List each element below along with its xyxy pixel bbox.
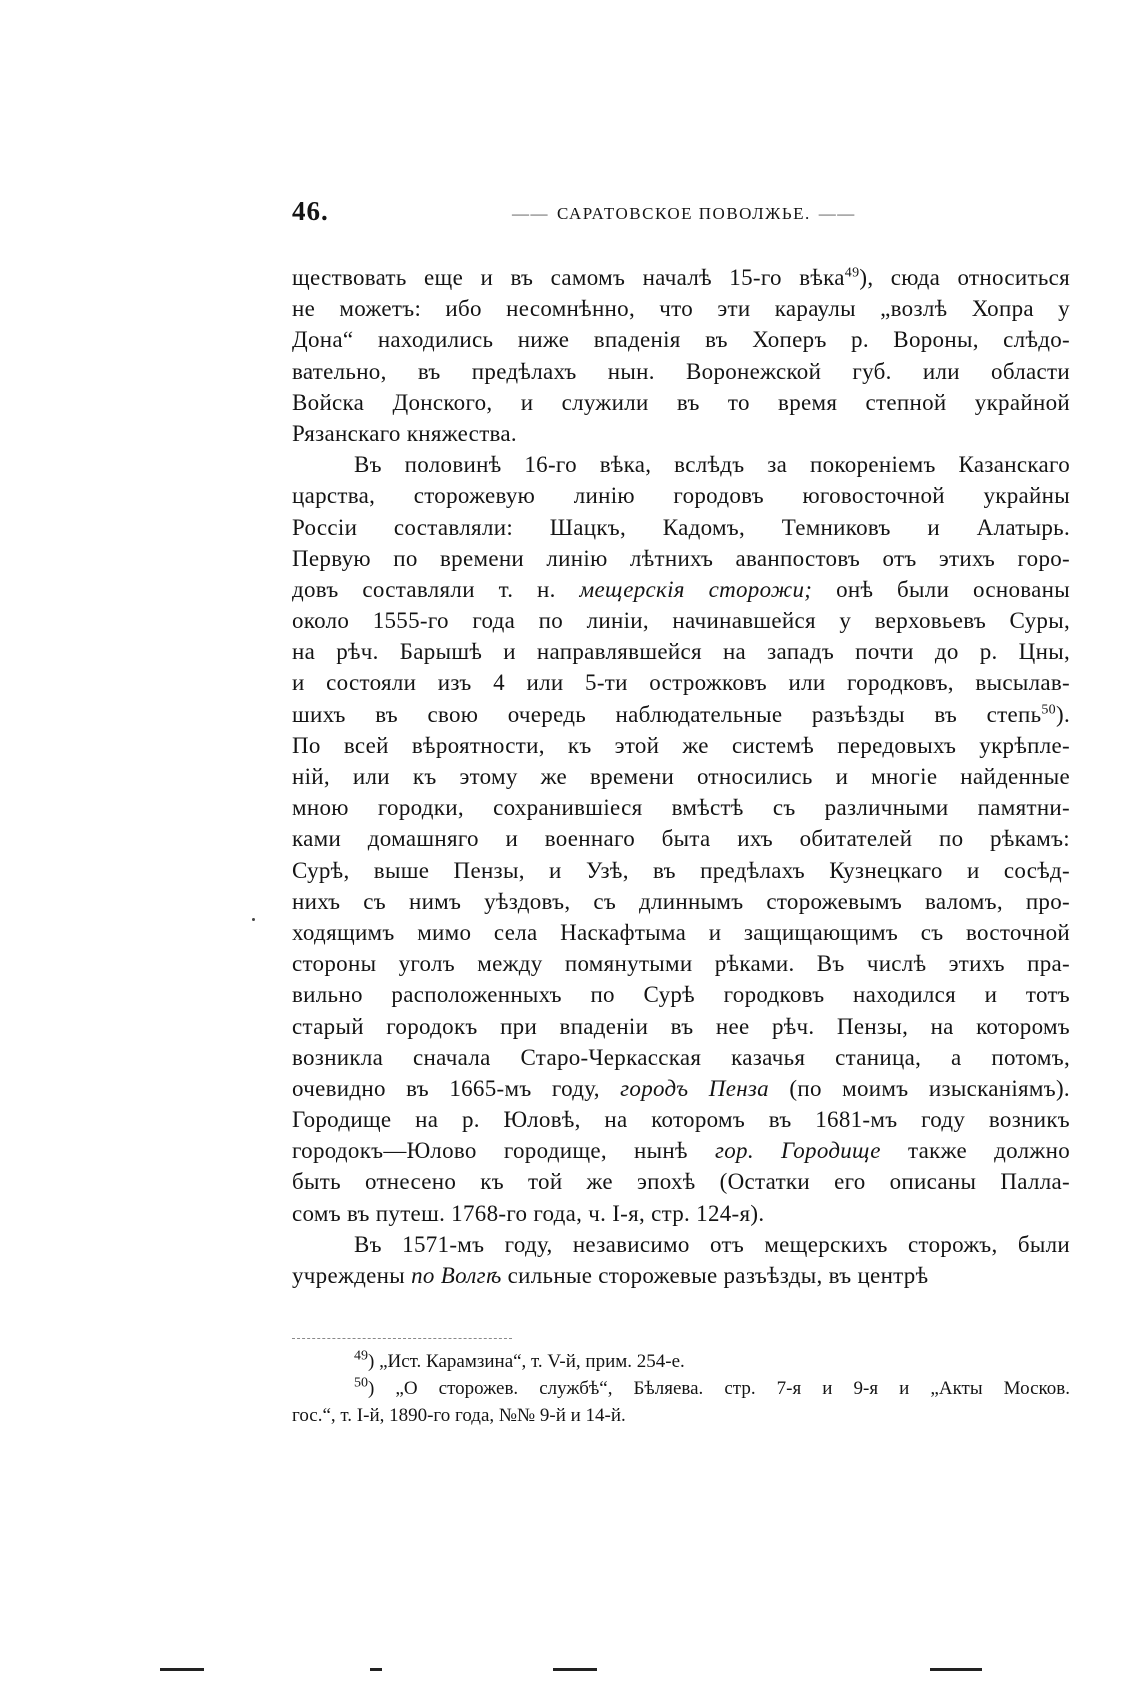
footnote-text: „Ист. Карамзина“, т. V-й, прим. 254-е. [379, 1351, 685, 1372]
footnote-reference: 50 [1041, 701, 1056, 717]
text-line [292, 792, 1070, 823]
line-text: ществовать еще и въ самомъ началѣ 15-го вѣка [292, 265, 845, 290]
text-line [292, 667, 1070, 698]
line-text: сомъ въ путеш. 1768-го года, ч. I-я, стр. 124-я). [292, 1200, 765, 1226]
text-line [292, 1073, 1070, 1104]
text-line [292, 293, 1070, 324]
line-text: мною городки, сохранившіеся вмѣстѣ съ различными памятни- [292, 795, 1070, 821]
footnote-line: $^{49}$) „Ист. Карамзина“, т. V-й, прим. 254-е. [354, 1348, 685, 1372]
footnote-text: гос.“, т. I-й, 1890-го года, №№ 9-й и 14-й. [292, 1405, 626, 1426]
footnote-reference: 49 [844, 265, 860, 281]
text-line [292, 356, 1070, 387]
body-text [292, 262, 1070, 1291]
text-line [292, 1198, 1070, 1229]
text-line [292, 1229, 1070, 1260]
footnote-line [292, 1402, 1070, 1429]
italic-phrase: по Волгѣ [411, 1263, 502, 1288]
text-line [292, 1135, 1070, 1166]
footnotes [292, 1348, 1070, 1429]
text-line [292, 1011, 1070, 1042]
footnote-line: $^{50}$) „О сторожев. службѣ“, Бѣляева. стр. 7-я и 9-я и „Акты Москов. [354, 1375, 1070, 1399]
running-title-text: САРАТОВСКОЕ ПОВОЛЖЬЕ. [557, 204, 811, 223]
line-text: около 1555-го года по линіи, начинавшейся у верховьевъ Суры, [292, 608, 1070, 634]
text-line [292, 1260, 1070, 1291]
title-dash-left: —— [512, 204, 549, 223]
scan-edge-mark [930, 1668, 982, 1671]
line-text: Городище на р. Юловѣ, на которомъ въ 1681-мъ году возникъ [292, 1107, 1070, 1133]
text-line [292, 636, 1070, 667]
italic-phrase: мещерскія сторожи; [579, 576, 813, 602]
text-line [292, 1042, 1070, 1073]
text-line [292, 1104, 1070, 1135]
footnote-text: „О сторожев. службѣ“, Бѣляева. стр. 7-я и 9-я и „Акты Москов. [395, 1378, 1070, 1399]
line-text: довъ составляли т. н. [292, 576, 556, 602]
scan-edge-mark [553, 1668, 597, 1671]
text-line [292, 886, 1070, 917]
line-text: Рязанскаго княжества. [292, 420, 517, 446]
line-text: Въ половинѣ 16-го вѣка, вслѣдъ за покореніемъ Казанскаго [354, 452, 1070, 478]
line-text: возникла сначала Старо-Черкасская казачья станица, а потомъ, [292, 1044, 1070, 1070]
line-text: и состояли изъ 4 или 5-ти острожковъ или городковъ, высылав- [292, 670, 1070, 696]
line-text: нихъ съ нимъ уѣздовъ, съ длиннымъ сторожевымъ валомъ, про- [292, 888, 1070, 914]
text-line [292, 979, 1070, 1010]
text-line [292, 418, 1070, 449]
line-text: ходящимъ мимо села Наскафтыма и защищающимъ съ восточной [292, 919, 1070, 945]
page-number: 46. [292, 196, 329, 226]
scan-speck [252, 918, 255, 921]
line-text: старый городокъ при впаденіи въ нее рѣч. Пензы, на которомъ [292, 1013, 1070, 1039]
italic-phrase: городъ Пенза [620, 1075, 769, 1101]
text-line [292, 387, 1070, 418]
line-text: стороны уголъ между помянутыми рѣками. Въ числѣ этихъ пра- [292, 951, 1070, 977]
text-line [292, 1166, 1070, 1197]
italic-phrase: гор. Городище [714, 1138, 881, 1164]
line-text: шихъ въ свою очередь наблюдательные разъѣзды въ степь [292, 701, 1042, 727]
line-text-rest: сильные сторожевые разъѣзды, въ центрѣ [507, 1263, 929, 1288]
footnote-divider [292, 1338, 512, 1339]
line-text: ній, или къ этому же времени относились и многіе найденные [292, 764, 1070, 789]
page-header [292, 196, 1062, 236]
text-line [292, 512, 1070, 543]
text-line [292, 449, 1070, 480]
line-text: Россіи составляли: Шацкъ, Кадомъ, Темниковъ и Алатырь. [292, 514, 1070, 540]
footnote-marker: 49 [354, 1348, 368, 1364]
scan-edge-mark [370, 1668, 382, 1671]
scan-edge-mark [160, 1668, 204, 1671]
line-text: вательно, въ предѣлахъ нын. Воронежской губ. или области [292, 358, 1070, 384]
line-text-rest: также должно [907, 1138, 1070, 1164]
line-text: царства, сторожевую линію городовъ юговосточной украйны [292, 483, 1070, 509]
text-line [292, 262, 1070, 293]
text-line [292, 480, 1070, 511]
running-title [504, 204, 864, 224]
line-text-rest: ), сюда относиться [859, 265, 1070, 290]
text-line [292, 855, 1070, 886]
line-text: ками домашняго и военнаго быта ихъ обитателей по рѣкамъ: [292, 826, 1070, 852]
line-text: на рѣч. Барышѣ и направлявшейся на западъ почти до р. Цны, [292, 639, 1070, 665]
text-line [292, 917, 1070, 948]
text-line [292, 324, 1070, 355]
line-text-rest: ). [1055, 701, 1070, 727]
line-text: Войска Донского, и служили въ то время степной украйной [292, 389, 1070, 415]
line-text: не можетъ: ибо несомнѣнно, что эти караулы „возлѣ Хопра у [292, 296, 1070, 322]
footnote-marker: 50 [354, 1375, 368, 1391]
text-line [292, 761, 1070, 792]
text-line [292, 574, 1070, 605]
text-line [292, 605, 1070, 636]
text-line [292, 730, 1070, 761]
text-line [292, 543, 1070, 574]
line-text: Дона“ находились ниже впаденія въ Хоперъ р. Вороны, слѣдо- [292, 327, 1070, 353]
line-text: очевидно въ 1665-мъ году, [292, 1075, 600, 1101]
line-text: учреждены [292, 1263, 406, 1288]
line-text-rest: (по моимъ изысканіямъ). [789, 1075, 1070, 1101]
text-line [292, 948, 1070, 979]
line-text: быть отнесено къ той же эпохѣ (Остатки его описаны Палла- [292, 1169, 1070, 1195]
line-text: Въ 1571-мъ году, независимо отъ мещерскихъ сторожъ, были [354, 1231, 1070, 1257]
line-text-rest: онѣ были основаны [836, 576, 1070, 602]
line-text: По всей вѣроятности, къ этой же системѣ передовыхъ укрѣпле- [292, 732, 1070, 758]
text-line [292, 699, 1070, 730]
line-text: Сурѣ, выше Пензы, и Узѣ, въ предѣлахъ Кузнецкаго и сосѣд- [292, 857, 1070, 883]
line-text: Первую по времени линію лѣтнихъ аванпостовъ отъ этихъ горо- [292, 545, 1070, 571]
text-line [292, 823, 1070, 854]
title-dash-right: —— [818, 204, 856, 223]
line-text: вильно расположенныхъ по Сурѣ городковъ находился и тотъ [292, 982, 1070, 1008]
line-text: городокъ—Юлово городище, нынѣ [292, 1138, 688, 1164]
